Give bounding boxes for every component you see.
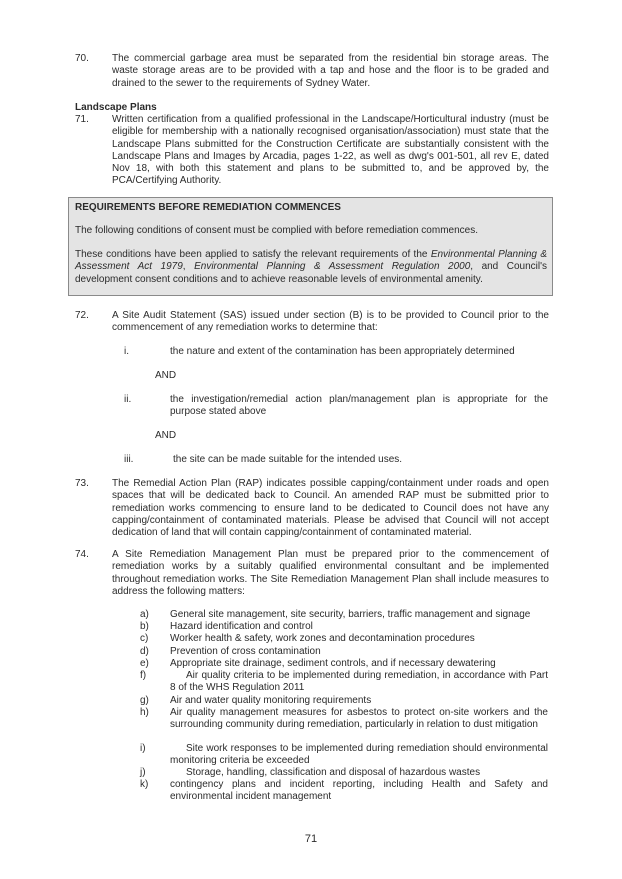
condition-text: A Site Audit Statement (SAS) issued under section (B) is to be provided to Council prior to the commencement of any remediation works to determine that: xyxy=(112,310,549,334)
page-number: 71 xyxy=(304,833,318,845)
list-item: contingency plans and incident reporting, including Health and Safety and environmental incident management xyxy=(170,779,548,803)
list-label: c) xyxy=(140,633,149,644)
list-item: the site can be made suitable for the intended uses. xyxy=(173,454,403,465)
condition-text: Written certification from a qualified professional in the Landscape/Horticultural industry (must be eligible for membership with a nationally recognised organisation/association) must state that the Landscape Plans submitted for the Construction Certificate are substantially consistent with the Landscape Plans and Images by Arcadia, pages 1-22, as well as dwg's 001-501, all rev E, dated Nov 18, with both this statement and plans to be submitted to, and be approved by, the PCA/Certifying Authority. xyxy=(112,114,549,187)
requirements-box xyxy=(68,197,553,296)
section-heading: Landscape Plans xyxy=(75,102,157,113)
list-label: f) xyxy=(140,670,147,681)
condition-text: A Site Remediation Management Plan must be prepared prior to the commencement of remediation works by a suitably qualified environmental consultant and be implemented throughout remediation works. The Site Remediation Management Plan shall include measures to address the following matters: xyxy=(112,549,549,597)
list-label: h) xyxy=(140,707,149,718)
list-item: Air quality criteria to be implemented during remediation, in accordance with Part 8 of the WHS Regulation 2011 xyxy=(170,670,548,694)
condition-number: 74. xyxy=(75,549,89,560)
list-label: a) xyxy=(140,609,149,620)
and-connector: AND xyxy=(155,370,177,381)
list-label: iii. xyxy=(124,454,134,465)
list-item: the investigation/remedial action plan/management plan is appropriate for the purpose stated above xyxy=(170,394,548,418)
list-label: ii. xyxy=(124,394,132,405)
condition-text: The commercial garbage area must be separated from the residential bin storage areas. The waste storage areas are to be provided with a tap and hose and the floor is to be graded and drained to the sewer to the requirements of Sydney Water. xyxy=(112,53,549,89)
box-paragraph: These conditions have been applied to satisfy the relevant requirements of the Environmental Planning & Assessment Act 1979, Environmental Planning & Assessment Regulation 2000, and Council's development consent conditions and to achieve reasonable levels of environmental amenity. xyxy=(75,249,548,285)
list-item: General site management, site security, barriers, traffic management and signage xyxy=(170,609,531,620)
list-item: Air quality management measures for asbestos to protect on-site workers and the surrounding community during remediation, particularly in relation to dust mitigation xyxy=(170,707,548,731)
list-item: Site work responses to be implemented during remediation should environmental monitoring criteria be exceeded xyxy=(170,743,548,767)
box-title: REQUIREMENTS BEFORE REMEDIATION COMMENCES xyxy=(75,202,341,213)
list-label: g) xyxy=(140,695,149,706)
condition-number: 71. xyxy=(75,114,89,125)
list-label: i) xyxy=(140,743,146,754)
list-label: d) xyxy=(140,646,149,657)
list-label: k) xyxy=(140,779,149,790)
list-label: i. xyxy=(124,346,129,357)
list-item: Worker health & safety, work zones and decontamination procedures xyxy=(170,633,475,644)
condition-number: 73. xyxy=(75,478,89,489)
list-item: Storage, handling, classification and disposal of hazardous wastes xyxy=(186,767,481,778)
condition-text: The Remedial Action Plan (RAP) indicates possible capping/containment under roads and open spaces that will be dedicated back to Council. An amended RAP must be submitted prior to remediation works commencing to ensure land to be dedicated to Council does not have any capping/containment of contaminated materials. Please be advised that Council will not accept dedication of land that will contain capping/containment of contaminated material. xyxy=(112,478,549,539)
list-label: b) xyxy=(140,621,149,632)
condition-number: 72. xyxy=(75,310,89,321)
list-item: Air and water quality monitoring requirements xyxy=(170,695,372,706)
list-item: Prevention of cross contamination xyxy=(170,646,321,657)
condition-number: 70. xyxy=(75,53,89,64)
list-item: Appropriate site drainage, sediment controls, and if necessary dewatering xyxy=(170,658,496,669)
list-label: e) xyxy=(140,658,149,669)
and-connector: AND xyxy=(155,430,177,441)
box-paragraph: The following conditions of consent must be complied with before remediation commences. xyxy=(75,225,478,236)
list-item: the nature and extent of the contamination has been appropriately determined xyxy=(170,346,515,357)
list-label: j) xyxy=(140,767,146,778)
list-item: Hazard identification and control xyxy=(170,621,313,632)
